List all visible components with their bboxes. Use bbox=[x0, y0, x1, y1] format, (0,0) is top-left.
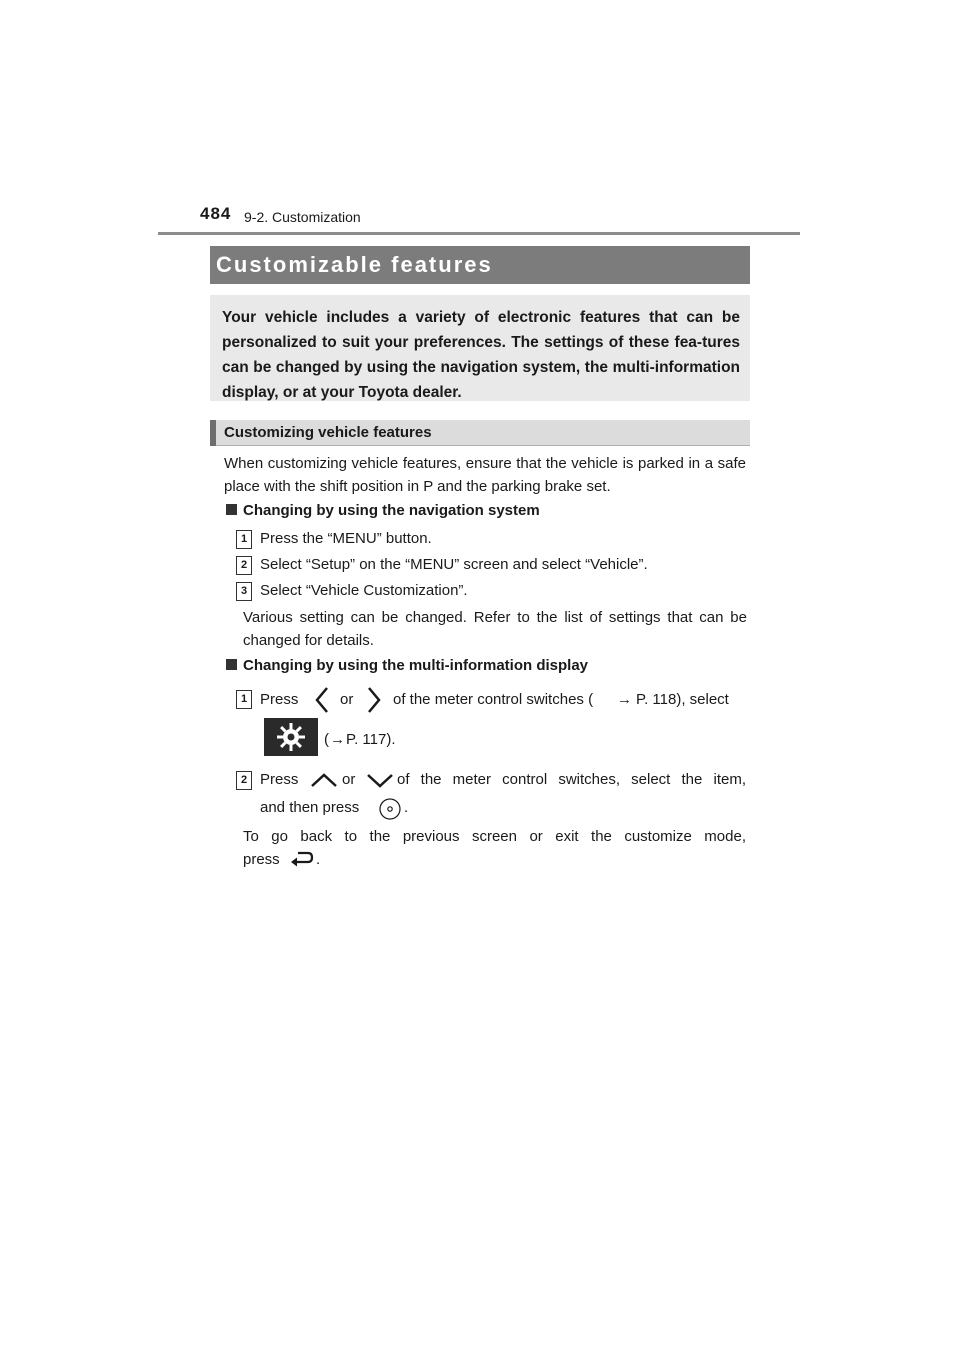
page-title: Customizable features bbox=[216, 252, 493, 277]
mid-step2-rest: of the meter control switches, select the item, bbox=[397, 771, 746, 788]
mid-step2-end: . bbox=[404, 799, 409, 816]
nav-step-3-text: Select “Vehicle Customization”. bbox=[260, 582, 468, 599]
mid-step1-ref2-arrow: → bbox=[330, 731, 345, 748]
step-number: 1 bbox=[236, 690, 252, 709]
chevron-down-icon bbox=[366, 772, 394, 788]
step-number: 2 bbox=[236, 771, 252, 790]
subsection-heading: Customizing vehicle features bbox=[224, 424, 432, 441]
mid-note-line1: To go back to the previous screen or exit the customize mode, bbox=[243, 828, 746, 845]
mid-step2-line2: and then press bbox=[260, 799, 360, 816]
mid-step1-ref2: P. 117). bbox=[346, 731, 396, 748]
mid-heading-text: Changing by using the multi-information display bbox=[243, 657, 588, 674]
nav-step-1-text: Press the “MENU” button. bbox=[260, 530, 432, 547]
settings-gear-icon bbox=[276, 722, 306, 752]
intro-text: Your vehicle includes a variety of electronic features that can be personalized to suit your preferences. The settings of these fea-tures can be changed by using the navigation system, the multi-information display, or at your Toyota dealer. bbox=[222, 309, 740, 401]
mid-note-line2: press bbox=[243, 851, 280, 868]
step-number: 3 bbox=[236, 582, 252, 601]
mid-step1-rest: of the meter control switches ( bbox=[393, 691, 594, 708]
mid-step1-arrow: → bbox=[617, 691, 632, 708]
chevron-left-icon bbox=[314, 686, 330, 714]
chevron-up-icon bbox=[310, 772, 338, 788]
back-arrow-icon bbox=[290, 849, 314, 867]
mid-note-end: . bbox=[316, 851, 321, 868]
mid-step1-ref: P. 118), select bbox=[636, 691, 729, 708]
page-number: 484 bbox=[200, 204, 232, 223]
mid-heading bbox=[226, 657, 588, 674]
mid-step2-press: Press bbox=[260, 771, 299, 788]
mid-step1-press: Press bbox=[260, 691, 299, 708]
mid-step1-or: or bbox=[340, 691, 354, 708]
nav-note: Various setting can be changed. Refer to the list of settings that can be changed for details. bbox=[243, 609, 747, 649]
step-number: 2 bbox=[236, 556, 252, 575]
enter-button-icon bbox=[378, 797, 402, 821]
nav-heading bbox=[226, 502, 540, 519]
square-bullet-icon bbox=[226, 659, 237, 670]
header-rule bbox=[158, 232, 800, 235]
subsection-paragraph: When customizing vehicle features, ensure that the vehicle is parked in a safe place with the shift position in P and the parking brake set. bbox=[224, 455, 746, 495]
step-number: 1 bbox=[236, 530, 252, 549]
nav-step-2-text: Select “Setup” on the “MENU” screen and select “Vehicle”. bbox=[260, 556, 648, 573]
settings-icon-box bbox=[264, 718, 318, 756]
subsection-bar-marker bbox=[210, 420, 216, 446]
chevron-right-icon bbox=[366, 686, 382, 714]
mid-step2-or: or bbox=[342, 771, 356, 788]
nav-heading-text: Changing by using the navigation system bbox=[243, 502, 540, 519]
section-reference: 9-2. Customization bbox=[244, 209, 361, 225]
mid-step1-ref2-open: ( bbox=[324, 731, 329, 748]
square-bullet-icon bbox=[226, 504, 237, 515]
